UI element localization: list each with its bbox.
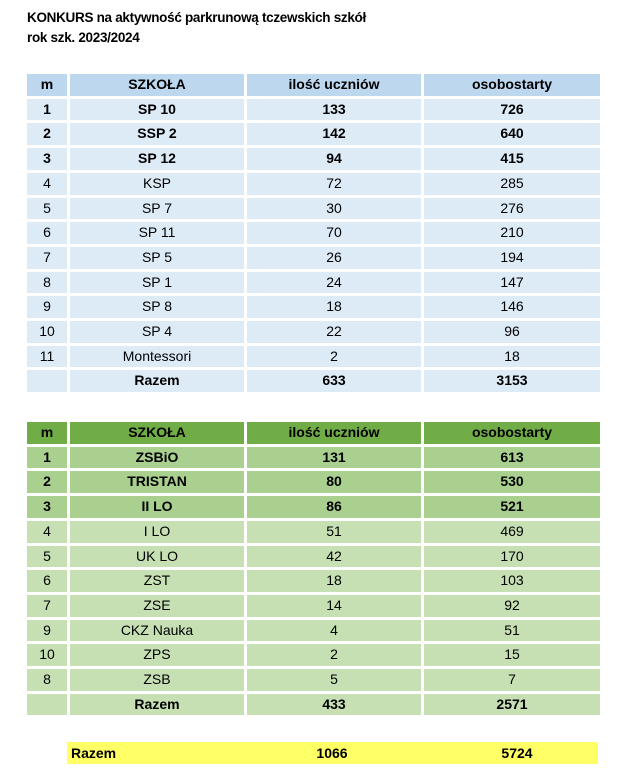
school-cell: SP 7: [70, 198, 244, 220]
total-students: 433: [247, 694, 421, 716]
school-cell: TRISTAN: [70, 471, 244, 493]
rank-cell: 4: [27, 173, 67, 195]
table-row: [27, 595, 600, 617]
title-line-2: rok szk. 2023/2024: [27, 30, 140, 45]
total-students: 633: [247, 370, 421, 392]
rank-cell: 4: [27, 521, 67, 543]
starts-cell: 415: [424, 148, 600, 170]
starts-cell: 521: [424, 496, 600, 518]
school-cell: ZSBiO: [70, 447, 244, 469]
rank-cell: 9: [27, 296, 67, 318]
school-cell: SP 1: [70, 272, 244, 294]
school-cell: II LO: [70, 496, 244, 518]
table-row: [27, 123, 600, 145]
students-cell: 14: [247, 595, 421, 617]
total-label: Razem: [70, 694, 244, 716]
title-line-1: KONKURS na aktywność parkrunową tczewskich szkół: [27, 10, 366, 25]
school-cell: SP 10: [70, 99, 244, 121]
starts-cell: 210: [424, 222, 600, 244]
table-row: [27, 198, 600, 220]
rank-cell: 11: [27, 346, 67, 368]
students-cell: 142: [247, 123, 421, 145]
primary-schools-table: [24, 71, 603, 395]
grand-total-label: Razem: [71, 745, 117, 761]
rank-cell: 2: [27, 471, 67, 493]
rank-cell: 5: [27, 546, 67, 568]
students-cell: 131: [247, 447, 421, 469]
grand-total-starts: 5724: [501, 745, 533, 761]
school-cell: SP 12: [70, 148, 244, 170]
rank-cell: 6: [27, 570, 67, 592]
table-row: [27, 496, 600, 518]
header-school: SZKOŁA: [70, 74, 244, 96]
total-empty-cell: [27, 370, 67, 392]
table-row: [27, 222, 600, 244]
rank-cell: 5: [27, 198, 67, 220]
starts-cell: 103: [424, 570, 600, 592]
starts-cell: 146: [424, 296, 600, 318]
students-cell: 4: [247, 620, 421, 642]
rank-cell: 8: [27, 272, 67, 294]
school-cell: SP 4: [70, 321, 244, 343]
students-cell: 51: [247, 521, 421, 543]
table-row: [27, 148, 600, 170]
starts-cell: 530: [424, 471, 600, 493]
students-cell: 72: [247, 173, 421, 195]
school-cell: ZST: [70, 570, 244, 592]
table-row: [27, 272, 600, 294]
rank-cell: 3: [27, 496, 67, 518]
students-cell: 22: [247, 321, 421, 343]
starts-cell: 7: [424, 669, 600, 691]
rank-cell: 1: [27, 447, 67, 469]
total-empty-cell: [27, 694, 67, 716]
header-rank: m: [27, 74, 67, 96]
rank-cell: 6: [27, 222, 67, 244]
header-starts: osobostarty: [424, 74, 600, 96]
table-row: [27, 644, 600, 666]
school-cell: I LO: [70, 521, 244, 543]
students-cell: 5: [247, 669, 421, 691]
starts-cell: 640: [424, 123, 600, 145]
starts-cell: 285: [424, 173, 600, 195]
students-cell: 94: [247, 148, 421, 170]
rank-cell: 2: [27, 123, 67, 145]
school-cell: SP 11: [70, 222, 244, 244]
rank-cell: 9: [27, 620, 67, 642]
starts-cell: 147: [424, 272, 600, 294]
school-cell: ZPS: [70, 644, 244, 666]
rank-cell: 7: [27, 247, 67, 269]
header-students: ilość uczniów: [247, 422, 421, 444]
table-row: [27, 447, 600, 469]
starts-cell: 194: [424, 247, 600, 269]
total-label: Razem: [70, 370, 244, 392]
school-cell: SSP 2: [70, 123, 244, 145]
table-header-row: [27, 74, 600, 96]
table-row: [27, 321, 600, 343]
table-row: [27, 173, 600, 195]
starts-cell: 18: [424, 346, 600, 368]
school-cell: SP 8: [70, 296, 244, 318]
table-row: [27, 99, 600, 121]
students-cell: 18: [247, 570, 421, 592]
rank-cell: 1: [27, 99, 67, 121]
total-row: [27, 370, 600, 392]
table-row: [27, 346, 600, 368]
rank-cell: 8: [27, 669, 67, 691]
table-row: [27, 620, 600, 642]
students-cell: 133: [247, 99, 421, 121]
header-students: ilość uczniów: [247, 74, 421, 96]
document-title: [27, 8, 366, 48]
students-cell: 70: [247, 222, 421, 244]
school-cell: UK LO: [70, 546, 244, 568]
table-row: [27, 546, 600, 568]
starts-cell: 15: [424, 644, 600, 666]
total-starts: 3153: [424, 370, 600, 392]
school-cell: ZSB: [70, 669, 244, 691]
students-cell: 2: [247, 346, 421, 368]
starts-cell: 613: [424, 447, 600, 469]
school-cell: ZSE: [70, 595, 244, 617]
starts-cell: 726: [424, 99, 600, 121]
students-cell: 86: [247, 496, 421, 518]
school-cell: Montessori: [70, 346, 244, 368]
students-cell: 24: [247, 272, 421, 294]
table-header-row: [27, 422, 600, 444]
grand-total-students: 1066: [316, 745, 348, 761]
rank-cell: 10: [27, 321, 67, 343]
table-row: [27, 471, 600, 493]
students-cell: 2: [247, 644, 421, 666]
table-row: [27, 521, 600, 543]
starts-cell: 276: [424, 198, 600, 220]
school-cell: CKZ Nauka: [70, 620, 244, 642]
table-row: [27, 247, 600, 269]
starts-cell: 170: [424, 546, 600, 568]
school-cell: KSP: [70, 173, 244, 195]
students-cell: 80: [247, 471, 421, 493]
students-cell: 18: [247, 296, 421, 318]
school-cell: SP 5: [70, 247, 244, 269]
rank-cell: 3: [27, 148, 67, 170]
total-row: [27, 694, 600, 716]
students-cell: 26: [247, 247, 421, 269]
table-row: [27, 669, 600, 691]
grand-total-row: [67, 742, 598, 764]
header-school: SZKOŁA: [70, 422, 244, 444]
students-cell: 42: [247, 546, 421, 568]
students-cell: 30: [247, 198, 421, 220]
rank-cell: 10: [27, 644, 67, 666]
rank-cell: 7: [27, 595, 67, 617]
total-starts: 2571: [424, 694, 600, 716]
header-rank: m: [27, 422, 67, 444]
starts-cell: 92: [424, 595, 600, 617]
table-row: [27, 296, 600, 318]
starts-cell: 96: [424, 321, 600, 343]
secondary-schools-table: [24, 419, 603, 718]
starts-cell: 51: [424, 620, 600, 642]
table-row: [27, 570, 600, 592]
starts-cell: 469: [424, 521, 600, 543]
header-starts: osobostarty: [424, 422, 600, 444]
